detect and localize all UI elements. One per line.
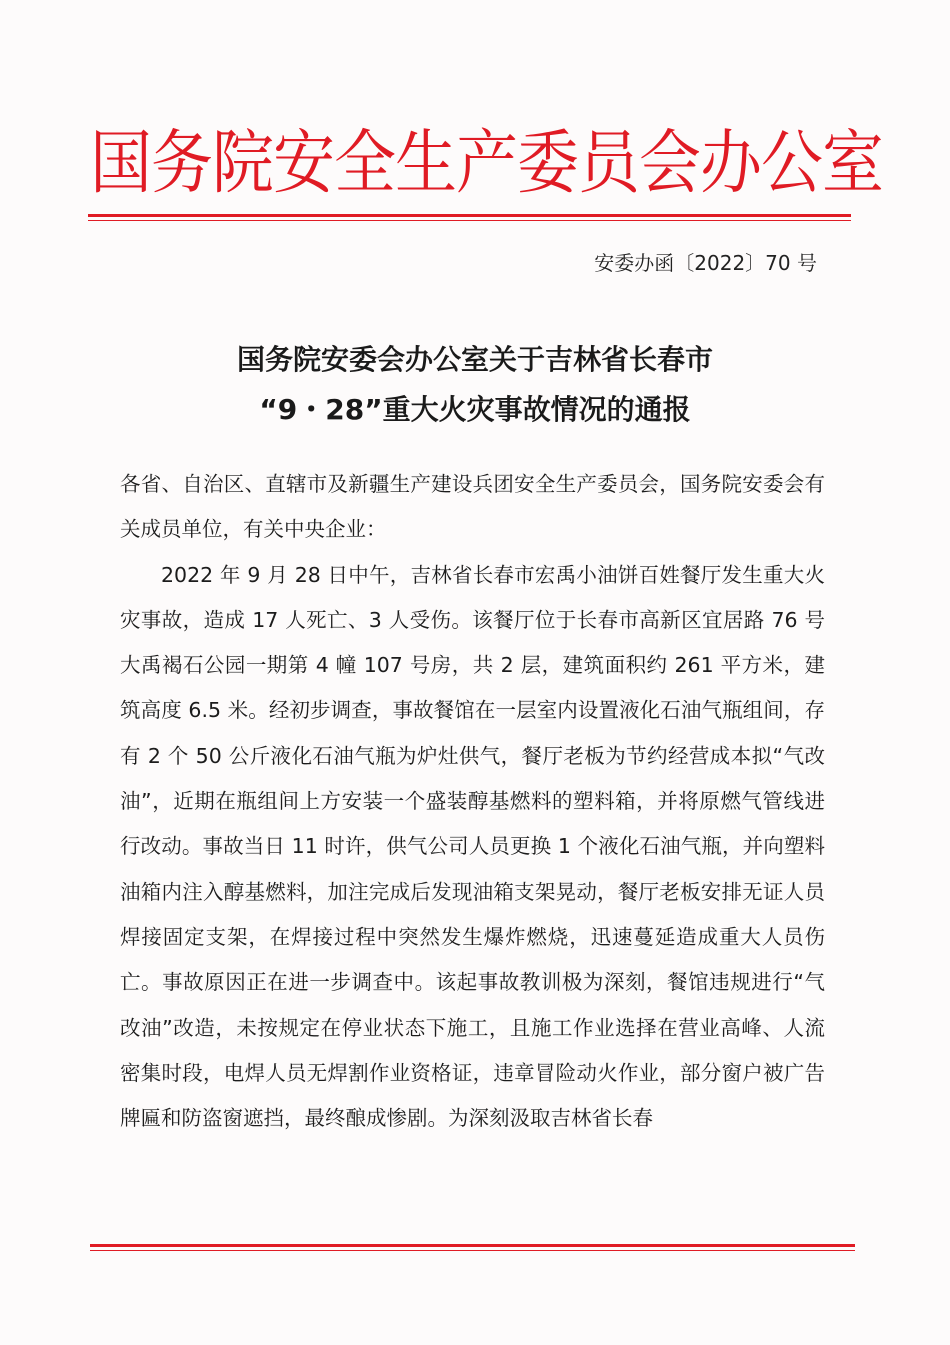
title-line-1: 国务院安委会办公室关于吉林省长春市 (236, 343, 713, 376)
footer-red-rule (90, 1244, 855, 1251)
salutation: 各省、自治区、直辖市及新疆生产建设兵团安全生产委员会，国务院安委会有关成员单位，有关中央企业： (120, 472, 825, 542)
title-line-2: “9・28”重大火灾事故情况的通报 (259, 393, 691, 426)
footer-rule-thick (90, 1244, 855, 1247)
paragraph-1: 2022 年 9 月 28 日中午，吉林省长春市宏禹小油饼百姓餐厅发生重大火灾事故，造成 17 人死亡、3 人受伤。该餐厅位于长春市高新区宜居路 76 号大禹褐石公园一期第 4 幢 107 号房，共 2 层，建筑面积约 261 平方米，建筑高度 6.5 米。经初步调查，事故餐馆在一层室内设置液化石油气瓶组间，存有 2 个 50 公斤液化石油气瓶为炉灶供气，餐厅老板为节约经营成本拟“气改油”，近期在瓶组间上方安装一个盛装醇基燃料的塑料箱，并将原燃气管线进行改动。事故当日 11 时许，供气公司人员更换 1 个液化石油气瓶，并向塑料油箱内注入醇基燃料，加注完成后发现油箱支架晃动，餐厅老板安排无证人员焊接固定支架，在焊接过程中突然发生爆炸燃烧，迅速蔓延造成重大人员伤亡。事故原因正在进一步调查中。该起事故教训极为深刻，餐馆违规进行“气改油”改造，未按规定在停业状态下施工，且施工作业选择在营业高峰、人流密集时段，电焊人员无焊割作业资格证，违章冒险动火作业，部分窗户被广告牌匾和防盗窗遮挡，最终酿成惨剧。为深刻汲取吉林省长春 (120, 562, 825, 1131)
header-rule-thick (88, 214, 851, 217)
header-rule-thin (88, 220, 851, 221)
header-red-rule (88, 214, 851, 221)
document-body (120, 462, 825, 1141)
issuer-header: 国务院安全生产委员会办公室 (90, 121, 884, 204)
footer-rule-thin (90, 1250, 855, 1251)
document-title (90, 335, 860, 435)
document-number: 安委办函〔2022〕70 号 (594, 251, 817, 275)
